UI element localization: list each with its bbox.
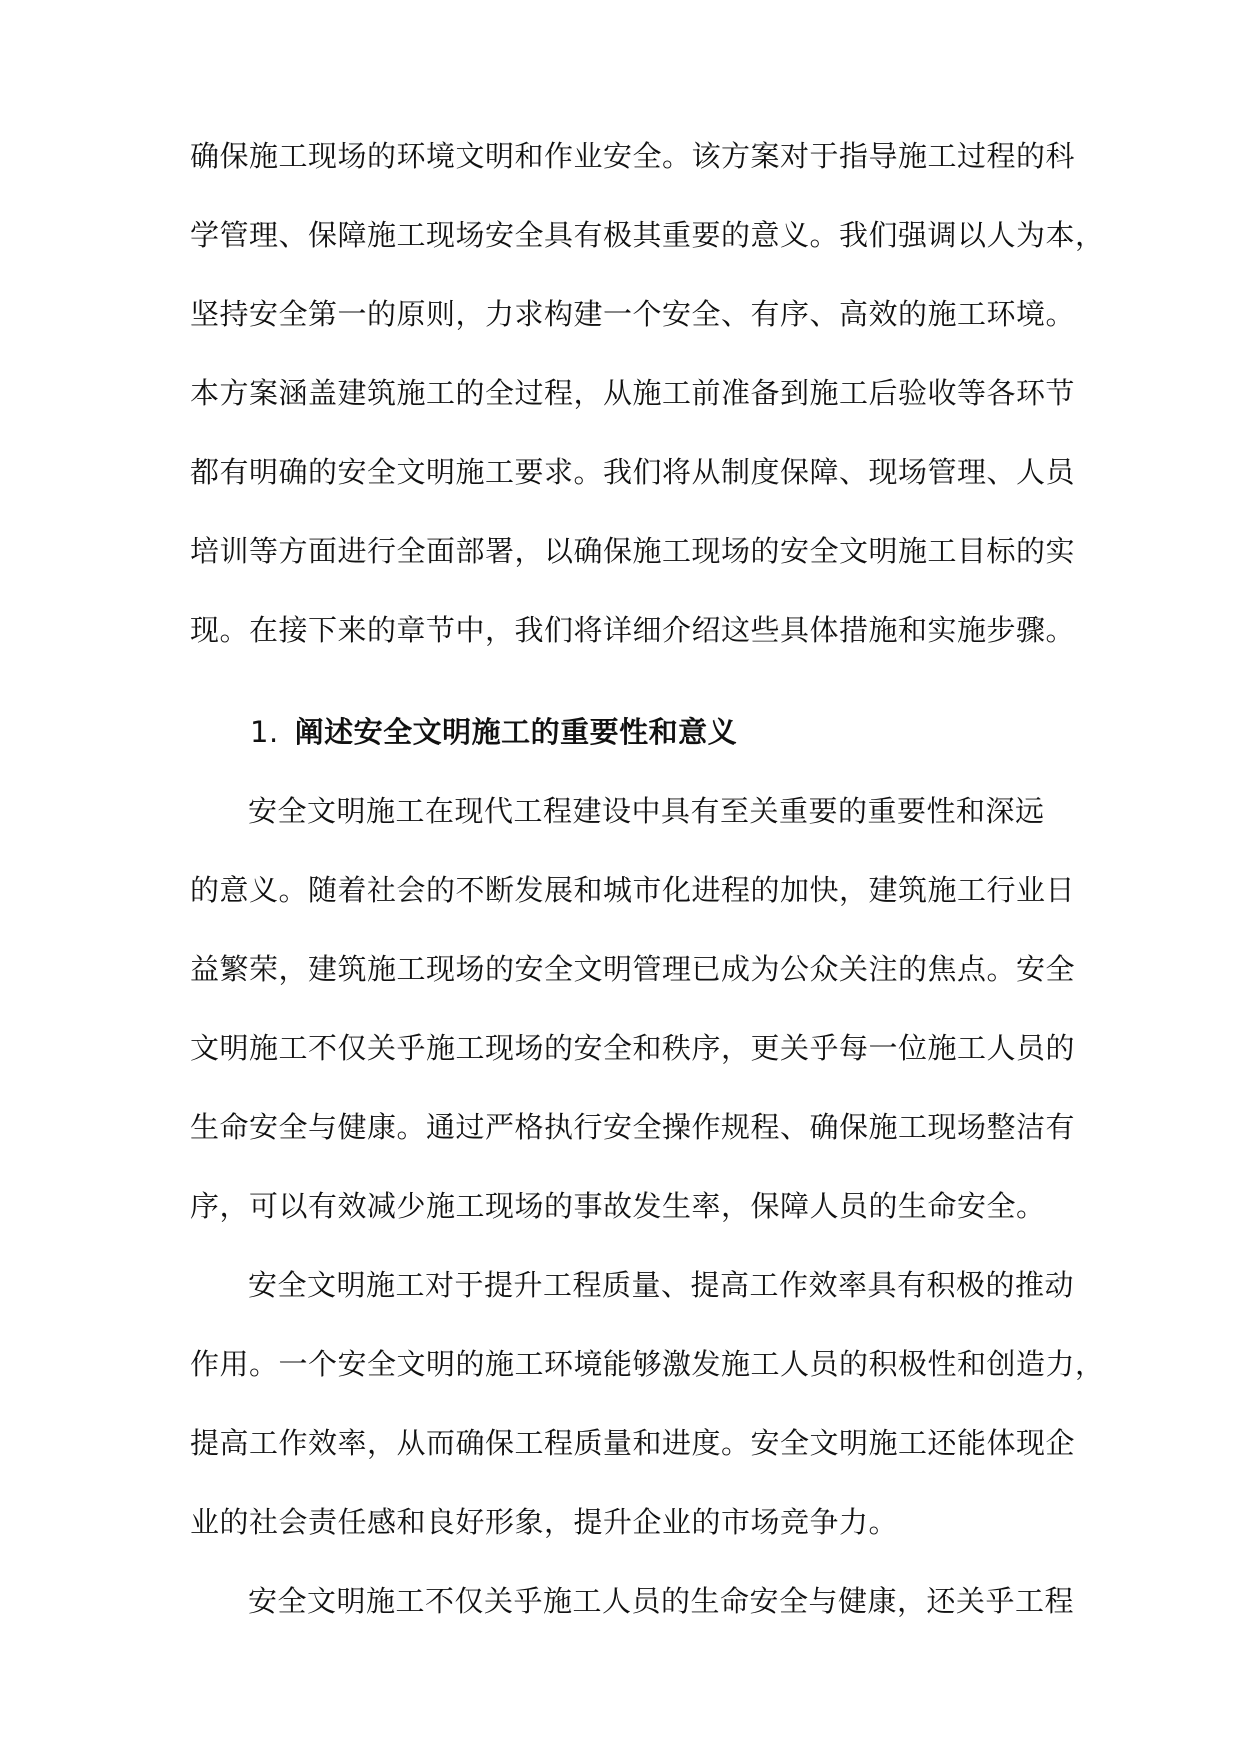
para1-line-6: 序，可以有效减少施工现场的事故发生率，保障人员的生命安全。 — [190, 1189, 1046, 1223]
para1-line-2: 的意义。随着社会的不断发展和城市化进程的加快，建筑施工行业日 — [190, 873, 1076, 907]
section-title: 阐述安全文明施工的重要性和意义 — [294, 715, 738, 749]
intro-line-5: 都有明确的安全文明施工要求。我们将从制度保障、现场管理、人员 — [190, 455, 1076, 489]
para2-line-4: 业的社会责任感和良好形象，提升企业的市场竞争力。 — [190, 1505, 899, 1539]
intro-line-7: 现。在接下来的章节中，我们将详细介绍这些具体措施和实施步骤。 — [190, 613, 1076, 647]
intro-line-1: 确保施工现场的环境文明和作业安全。该方案对于指导施工过程的科 — [190, 139, 1076, 173]
para1-line-5: 生命安全与健康。通过严格执行安全操作规程、确保施工现场整洁有 — [190, 1110, 1076, 1144]
para2-line-3: 提高工作效率，从而确保工程质量和进度。安全文明施工还能体现企 — [190, 1426, 1076, 1460]
section-number: 1. — [250, 715, 279, 749]
para2-line-2: 作用。一个安全文明的施工环境能够激发施工人员的积极性和创造力， — [190, 1347, 1105, 1381]
intro-line-2: 学管理、保障施工现场安全具有极其重要的意义。我们强调以人为本， — [190, 218, 1105, 252]
section-heading — [250, 712, 737, 752]
para1-line-3: 益繁荣，建筑施工现场的安全文明管理已成为公众关注的焦点。安全 — [190, 952, 1076, 986]
para1-line-1: 安全文明施工在现代工程建设中具有至关重要的重要性和深远 — [248, 794, 1045, 828]
para2-line-1: 安全文明施工对于提升工程质量、提高工作效率具有积极的推动 — [248, 1268, 1075, 1302]
intro-line-3: 坚持安全第一的原则，力求构建一个安全、有序、高效的施工环境。 — [190, 297, 1076, 331]
intro-line-6: 培训等方面进行全面部署，以确保施工现场的安全文明施工目标的实 — [190, 534, 1076, 568]
intro-line-4: 本方案涵盖建筑施工的全过程，从施工前准备到施工后验收等各环节 — [190, 376, 1076, 410]
para3-line-1: 安全文明施工不仅关乎施工人员的生命安全与健康，还关乎工程 — [248, 1584, 1075, 1618]
para1-line-4: 文明施工不仅关乎施工现场的安全和秩序，更关乎每一位施工人员的 — [190, 1031, 1076, 1065]
